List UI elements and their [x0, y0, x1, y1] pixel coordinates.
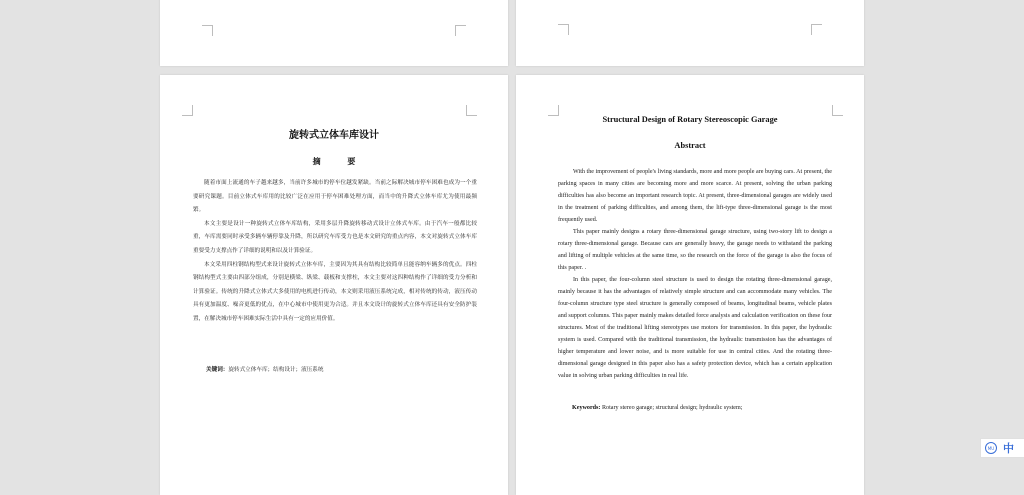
ime-icon[interactable]: MU — [985, 442, 997, 454]
margin-corner-mark — [202, 25, 213, 36]
keywords-label: Keywords: — [572, 405, 601, 411]
paragraph: With the improvement of people's living standards, more and more people are buying cars. At present, the parking spaces in many cities are becoming more and more scarce. At present, solving the urban parking difficulties has also become an important research topic. At present, three-dimensional garages are widely used in the treatment of parking difficulties, and among them, the lift-type three-dimensional garage is the most frequently used. — [558, 169, 832, 223]
paragraph: In this paper, the four-column steel structure is used to design the rotating three-dimensional garage, mainly because it has the advantages of relatively simple structure and can accommodate many vehicles. The four-column structure type steel structure is generally composed of beams, longitudinal beams, vehicle plates and support columns. This paper mainly makes detailed force analysis and calculation verification on these four structures. Most of the traditional lifting stereotypes use motors for transmission. In this paper, the hydraulic system is used. Compared with the traditional transmission, the hydraulic transmission has the advantages of higher temperature and lower noise, and is more suitable for use in central cities. And the rotating three-dimensional garage designed in this paper also has a safety protection device, which has a certain application value in solving urban parking difficulties in real life. — [558, 277, 832, 379]
ime-toolbar[interactable] — [980, 438, 1024, 458]
keywords-line — [206, 365, 324, 373]
keywords-line — [572, 405, 742, 411]
keywords-text: 旋转式立体车库；结构设计；液压系统 — [228, 367, 324, 373]
margin-corner-mark — [466, 105, 477, 116]
page-previous-right — [516, 0, 864, 66]
paragraph: 本文主要是设计一种旋转式立体车库结构，采用多层升降旋转移动式设计立体式车库。由于汽车一般都比较重，车库需要同时承受多辆车辆停靠及升降，所以研究车库受力也是本文研究的重点内容，本文对旋转式立体车库重要受力支撑点作了详细的说明和以及计算验证。 — [193, 220, 477, 254]
page-previous-left — [160, 0, 508, 66]
page-chinese-abstract — [160, 75, 508, 495]
margin-corner-mark — [811, 24, 822, 35]
language-toggle[interactable]: 中 — [1003, 442, 1014, 455]
page-title: 旋转式立体车库设计 — [289, 130, 379, 141]
keywords-label: 关键词： — [206, 367, 229, 373]
section-heading: 摘 要 — [312, 157, 368, 166]
paragraph: 本文采用四柱钢结构型式来设计旋转式立体车库，主要因为其具有结构比较简单且能容纳车辆多的优点。四柱钢结构型式主要由四部分组成，分别是横梁、纵梁、载板和支撑柱，本文主要对这四种结构作了详细的受力分析和计算验证。传统的升降式立体式大多使用的电机进行传动，本文则采用液压系统完成，相对传统的传动，液压传动具有更加温度、噪音更低的优点，在中心城市中使用更为合适。并且本文设计的旋转式立体车库还具有安全防护装置，在解决城市停车困难实际生活中具有一定的应用价值。 — [193, 261, 477, 322]
paragraph: This paper mainly designs a rotary three-dimensional garage structure, using two-story lift to design a rotary three-dimensional garage. Because cars are generally heavy, the garage needs to withstand the parking and lifting of multiple vehicles at the same time, so the research on the force of the garage is also the focus of this paper. . — [558, 229, 832, 271]
margin-corner-mark — [182, 105, 193, 116]
keywords-text: Rotary stereo garage; structural design; hydraulic system; — [600, 405, 743, 411]
margin-corner-mark — [558, 24, 569, 35]
page-english-abstract — [516, 75, 864, 495]
abstract-body — [558, 166, 832, 382]
section-heading: Abstract — [674, 141, 706, 150]
margin-corner-mark — [455, 25, 466, 36]
page-title: Structural Design of Rotary Stereoscopic Garage — [602, 115, 778, 124]
abstract-body — [193, 177, 477, 327]
paragraph: 随着市面上流通的车子越来越多，当前许多城市的停车位越发紧缺。当前之际解决城市停车困难也成为一个重要研究课题。目前立体式车库用的比较广泛在应用于停车困难处理方面，而当中的升降式立体车库尤为使用最频繁。 — [193, 180, 477, 214]
